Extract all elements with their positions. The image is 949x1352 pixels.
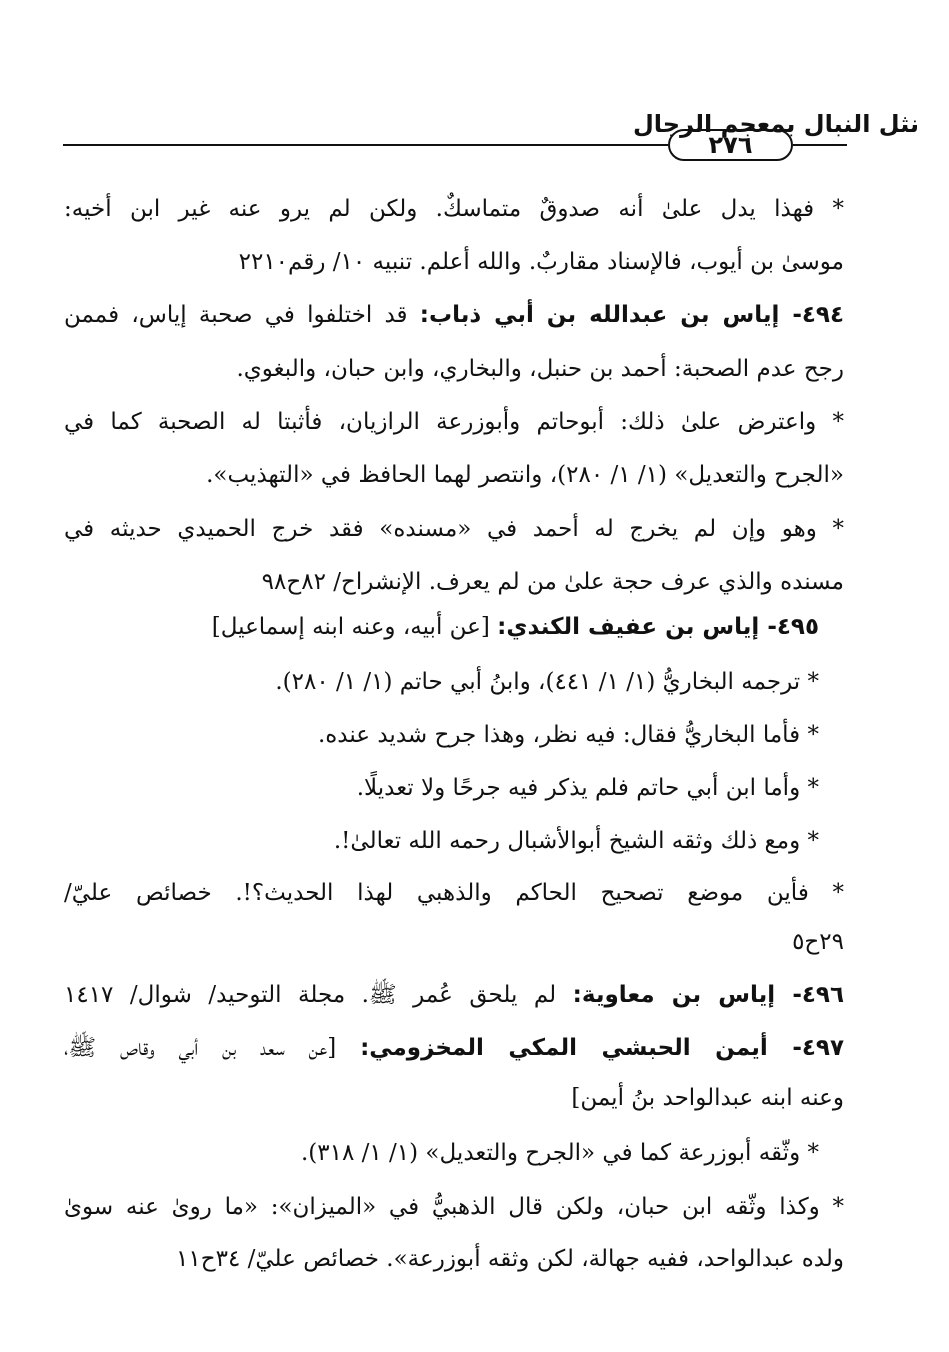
text-line: * فأين موضع تصحيح الحاكم والذهبي لهذا الحديث؟!. خصائص عليّ/ xyxy=(64,880,844,906)
text-line: ولده عبدالواحد، ففيه جهالة، لكن وثقه أبوزرعة». خصائص عليّ/ ٣٤ح١١ xyxy=(176,1246,844,1272)
text-line: * وأما ابن أبي حاتم فلم يذكر فيه جرحًا ولا تعديلًا. xyxy=(356,775,819,801)
text-line: * فأما البخاريُّ فقال: فيه نظر، وهذا جرح شديد عنده. xyxy=(317,722,819,748)
entry-heading-line: ٤٩٦- إياس بن معاوية: لم يلحق عُمر ﷺ. مجلة التوحيد/ شوال/ ١٤١٧ xyxy=(64,982,845,1008)
text-line: * ومع ذلك وثقه الشيخ أبوالأشبال رحمه الله تعالىٰ!. xyxy=(333,828,819,854)
text-line: * وهو وإن لم يخرج له أحمد في «مسنده» فقد خرج الحميدي حديثه في xyxy=(64,516,844,542)
text-line: * فهذا يدل علىٰ أنه صدوقٌ متماسكٌ. ولكن لم يرو عنه غير ابن أخيه: xyxy=(64,196,844,222)
text-line: «الجرح والتعديل» (١/ ١/ ٢٨٠)، وانتصر لهما الحافظ في «التهذيب». xyxy=(206,462,844,488)
entry-heading-line: ٤٩٧- أيمن الحبشي المكي المخزومي: [عن سعد بن أبي وقاص ﷺ، xyxy=(64,1035,844,1061)
text-line: مسنده والذي عرف حجة علىٰ من لم يعرف. الإنشراح/ ٨٢ح٩٨ xyxy=(261,569,844,595)
text-line: موسىٰ بن أيوب، فالإسناد مقاربٌ. والله أعلم. تنبيه ١٠/ رقم٢٢١٠ xyxy=(238,249,844,275)
text-line: ٢٩ح٥ xyxy=(792,929,844,955)
text-line: * وثّقه أبوزرعة كما في «الجرح والتعديل» (١/ ١/ ٣١٨). xyxy=(300,1140,819,1166)
page-number: ٢٧٦ xyxy=(668,129,793,161)
text-line: * ترجمه البخاريُّ (١/ ١/ ٤٤١)، وابنُ أبي حاتم (١/ ١/ ٢٨٠). xyxy=(275,669,819,695)
entry-heading-line: ٤٩٥- إياس بن عفيف الكندي: [عن أبيه، وعنه ابنه إسماعيل] xyxy=(211,614,819,640)
text-line: رجح عدم الصحبة: أحمد بن حنبل، والبخاري، وابن حبان، والبغوي. xyxy=(236,356,844,382)
entry-heading-line: ٤٩٤- إياس بن عبدالله بن أبي ذباب: قد اختلفوا في صحبة إياس، فممن xyxy=(64,302,844,328)
text-line: * وكذا وثّقه ابن حبان، ولكن قال الذهبيُّ في «الميزان»: «ما روىٰ عنه سوىٰ xyxy=(64,1194,844,1220)
book-title: نثل النبال بمعجم الرجال xyxy=(632,110,919,138)
text-line: * واعترض علىٰ ذلك: أبوحاتم وأبوزرعة الرازيان، فأثبتا له الصحبة كما في xyxy=(64,409,844,435)
text-line: وعنه ابنه عبدالواحد بنُ أيمن] xyxy=(571,1085,844,1111)
